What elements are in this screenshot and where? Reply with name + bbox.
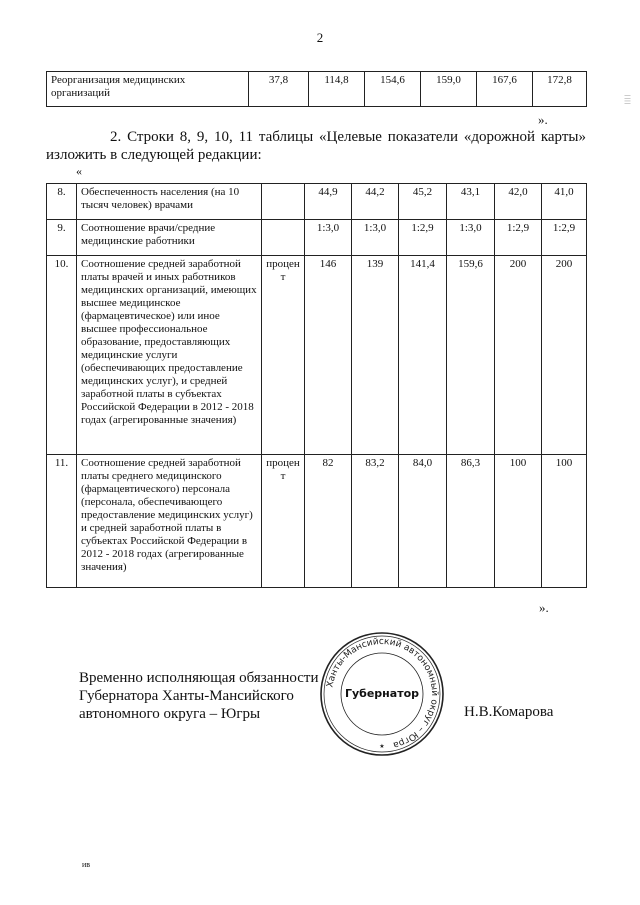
value-cell: 86,3: [447, 455, 495, 588]
value-cell: 41,0: [542, 184, 587, 220]
signature-title-line: Временно исполняющая обязанности: [79, 670, 319, 686]
page-number: 2: [316, 30, 324, 45]
value-cell: 37,8: [249, 72, 309, 107]
seal-center-text: Губернатор: [344, 687, 420, 700]
value-cell: 100: [542, 455, 587, 588]
table-row: [47, 184, 587, 220]
row-label: Соотношение средней заработной платы врачей и иных работников медицинских организаций, имеющих высшее медицинское (фармацевтическое) или иное высшее профессиональное образование, предоставляющих медицинские услуги (обеспечивающих предоставление медицинских услуг), и средней заработной платы в субъектах Российской Федерации в 2012 - 2018 годах (агрегированные значения): [77, 256, 262, 455]
unit-cell: [262, 220, 305, 256]
row-label: Соотношение врачи/средние медицинские работники: [77, 220, 262, 256]
row-number: 8.: [47, 184, 77, 220]
footer-initials: ив: [82, 860, 91, 869]
value-cell: 159,6: [447, 256, 495, 455]
table-row: [47, 72, 587, 107]
value-cell: 83,2: [352, 455, 399, 588]
value-cell: 200: [495, 256, 542, 455]
seal-ring-text: Ханты-Мансийский автономный округ – Югра: [325, 636, 440, 750]
row-label: Обеспеченность населения (на 10 тысяч человек) врачами: [77, 184, 262, 220]
row-label: Соотношение средней заработной платы среднего медицинского (фармацевтического) персонала (персонала, обеспечивающего предоставление медицинских услуг) и средней заработной платы в субъектах Российской Федерации в 2012 - 2018 годах (агрегированные значения): [77, 455, 262, 588]
row-number: 11.: [47, 455, 77, 588]
value-cell: 159,0: [421, 72, 477, 107]
value-cell: 84,0: [399, 455, 447, 588]
target-indicators-table: [46, 183, 587, 588]
signatory-name: Н.В.Комарова: [464, 704, 554, 720]
closing-quote: ».: [539, 600, 549, 615]
unit-cell: [262, 184, 305, 220]
value-cell: 1:3,0: [305, 220, 352, 256]
value-cell: 200: [542, 256, 587, 455]
amendment-paragraph: [46, 128, 586, 164]
value-cell: 1:2,9: [399, 220, 447, 256]
official-seal: [318, 630, 446, 758]
value-cell: 154,6: [365, 72, 421, 107]
value-cell: 45,2: [399, 184, 447, 220]
value-cell: 1:2,9: [542, 220, 587, 256]
value-cell: 1:2,9: [495, 220, 542, 256]
value-cell: 44,2: [352, 184, 399, 220]
value-cell: 167,6: [477, 72, 533, 107]
value-cell: 114,8: [309, 72, 365, 107]
unit-cell: процент: [262, 256, 305, 455]
table-row: [47, 455, 587, 588]
opening-quote: «: [76, 164, 82, 178]
signature-block: [79, 669, 319, 723]
closing-quote: ».: [538, 112, 548, 127]
value-cell: 1:3,0: [352, 220, 399, 256]
value-cell: 172,8: [533, 72, 587, 107]
row-number: 9.: [47, 220, 77, 256]
value-cell: 146: [305, 256, 352, 455]
value-cell: 1:3,0: [447, 220, 495, 256]
value-cell: 44,9: [305, 184, 352, 220]
signature-title-line: автономного округа – Югры: [79, 706, 261, 722]
table-fragment-top: [46, 71, 587, 107]
table-row: [47, 220, 587, 256]
signature-title-line: Губернатора Ханты-Мансийского: [79, 688, 294, 704]
value-cell: 82: [305, 455, 352, 588]
row-label: Реорганизация медицинских организаций: [47, 72, 249, 107]
value-cell: 43,1: [447, 184, 495, 220]
row-number: 10.: [47, 256, 77, 455]
margin-marks: | | | |: [624, 95, 630, 105]
value-cell: 141,4: [399, 256, 447, 455]
table-row: [47, 256, 587, 455]
value-cell: 100: [495, 455, 542, 588]
unit-cell: процент: [262, 455, 305, 588]
paragraph-text: 2. Строки 8, 9, 10, 11 таблицы «Целевые показатели «дорожной карты» изложить в следующей редакции:: [46, 129, 586, 163]
value-cell: 139: [352, 256, 399, 455]
value-cell: 42,0: [495, 184, 542, 220]
seal-star-icon: ★: [379, 743, 385, 750]
